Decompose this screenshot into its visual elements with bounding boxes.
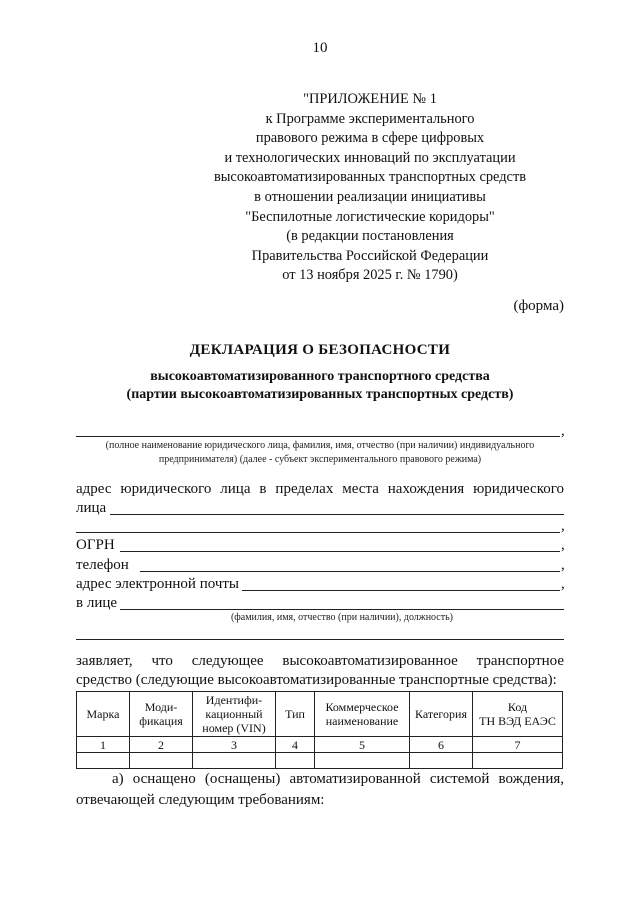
comma: , — [561, 537, 565, 553]
header-text: Моди- — [144, 700, 178, 714]
table-cell: 2 — [130, 737, 193, 753]
table-header-cell — [77, 692, 130, 737]
table-header-cell — [410, 692, 473, 737]
comma: , — [561, 518, 565, 534]
page-number: 10 — [312, 40, 328, 56]
declares-line-1: заявляет, что следующее высокоавтоматизированное транспортное — [76, 653, 564, 669]
phone-field[interactable] — [140, 571, 560, 572]
table-header-cell — [130, 692, 193, 737]
header-text: наименование — [325, 714, 399, 728]
clause-a-line-1: а) оснащено (оснащены) автоматизированной системой вождения, — [112, 771, 564, 787]
header-text: Код — [507, 700, 528, 714]
appendix-line: "Беспилотные логистические коридоры" — [245, 208, 495, 225]
appendix-line: от 13 ноября 2025 г. № 1790) — [282, 267, 458, 284]
appendix-header — [200, 90, 540, 286]
header-text: номер (VIN) — [202, 721, 266, 735]
ogrn-label: ОГРН — [76, 537, 115, 553]
email-label: адрес электронной почты — [76, 576, 240, 592]
declares-line-2: средство (следующие высокоавтоматизированные транспортные средства): — [76, 672, 557, 688]
table-header-row — [77, 692, 563, 737]
appendix-line: высокоавтоматизированных транспортных средств — [213, 169, 527, 186]
document-subtitle — [0, 368, 640, 404]
appendix-line: "ПРИЛОЖЕНИЕ № 1 — [303, 91, 437, 107]
table-cell: 5 — [315, 737, 410, 753]
header-text: Тип — [285, 707, 305, 721]
table-cell[interactable] — [315, 753, 410, 769]
table-cell[interactable] — [130, 753, 193, 769]
appendix-line: к Программе экспериментального — [265, 110, 475, 127]
ogrn-field[interactable] — [120, 551, 560, 552]
address-label: адрес юридического лица в пределах места нахождения юридического — [76, 481, 564, 497]
header-text: ТН ВЭД ЕАЭС — [479, 714, 556, 728]
table-header-cell — [315, 692, 410, 737]
table-row — [77, 753, 563, 769]
subject-name-line[interactable] — [76, 436, 560, 437]
table-cell: 3 — [193, 737, 276, 753]
subtitle-line-1: высокоавтоматизированного транспортного средства — [150, 369, 490, 384]
subject-note — [76, 439, 564, 467]
appendix-line: и технологических инноваций по эксплуатации — [224, 149, 516, 166]
clause-a-line-2: отвечающей следующим требованиям: — [76, 792, 325, 808]
phone-label: телефон — [76, 557, 129, 573]
table-cell[interactable] — [410, 753, 473, 769]
appendix-line: правового режима в сфере цифровых — [255, 130, 485, 147]
form-label: (форма) — [513, 298, 564, 314]
appendix-line: (в редакции постановления — [286, 228, 454, 245]
appendix-line: в отношении реализации инициативы — [254, 188, 486, 205]
table-cell[interactable] — [473, 753, 563, 769]
table-header-cell — [473, 692, 563, 737]
header-text: Идентифи- — [205, 693, 263, 707]
table-header-cell — [276, 692, 315, 737]
header-text: фикация — [139, 714, 183, 728]
subject-note-line-1: (полное наименование юридического лица, фамилия, имя, отчество (при наличии) индивидуального — [105, 440, 535, 451]
table-cell[interactable] — [276, 753, 315, 769]
table-cell: 1 — [77, 737, 130, 753]
document-title: ДЕКЛАРАЦИЯ О БЕЗОПАСНОСТИ — [189, 342, 451, 358]
represented-by-field-2[interactable] — [76, 639, 564, 640]
header-text: кационный — [205, 707, 263, 721]
address-field-2[interactable] — [76, 532, 560, 533]
table-cell[interactable] — [193, 753, 276, 769]
table-cell: 6 — [410, 737, 473, 753]
comma: , — [561, 423, 565, 439]
comma: , — [561, 576, 565, 592]
represented-by-field[interactable] — [120, 609, 564, 610]
header-text: Марка — [86, 707, 120, 721]
table-cell: 4 — [276, 737, 315, 753]
table-header-cell — [193, 692, 276, 737]
address-field-1[interactable] — [110, 514, 564, 515]
appendix-line: Правительства Российской Федерации — [251, 247, 489, 264]
represented-by-label: в лице — [76, 595, 118, 611]
table-number-row — [77, 737, 563, 753]
subject-note-line-2: предпринимателя) (далее - субъект экспериментального правового режима) — [158, 454, 482, 465]
table-cell: 7 — [473, 737, 563, 753]
table-cell[interactable] — [77, 753, 130, 769]
address-label-cont: лица — [76, 500, 107, 516]
header-text: Категория — [415, 707, 467, 721]
header-text: Коммерческое — [325, 700, 399, 714]
comma: , — [561, 557, 565, 573]
email-field[interactable] — [242, 590, 560, 591]
subtitle-line-2: (партии высокоавтоматизированных транспортных средств) — [126, 387, 514, 402]
vehicle-table — [76, 691, 563, 769]
represented-note: (фамилия, имя, отчество (при наличии), должность) — [230, 612, 454, 623]
